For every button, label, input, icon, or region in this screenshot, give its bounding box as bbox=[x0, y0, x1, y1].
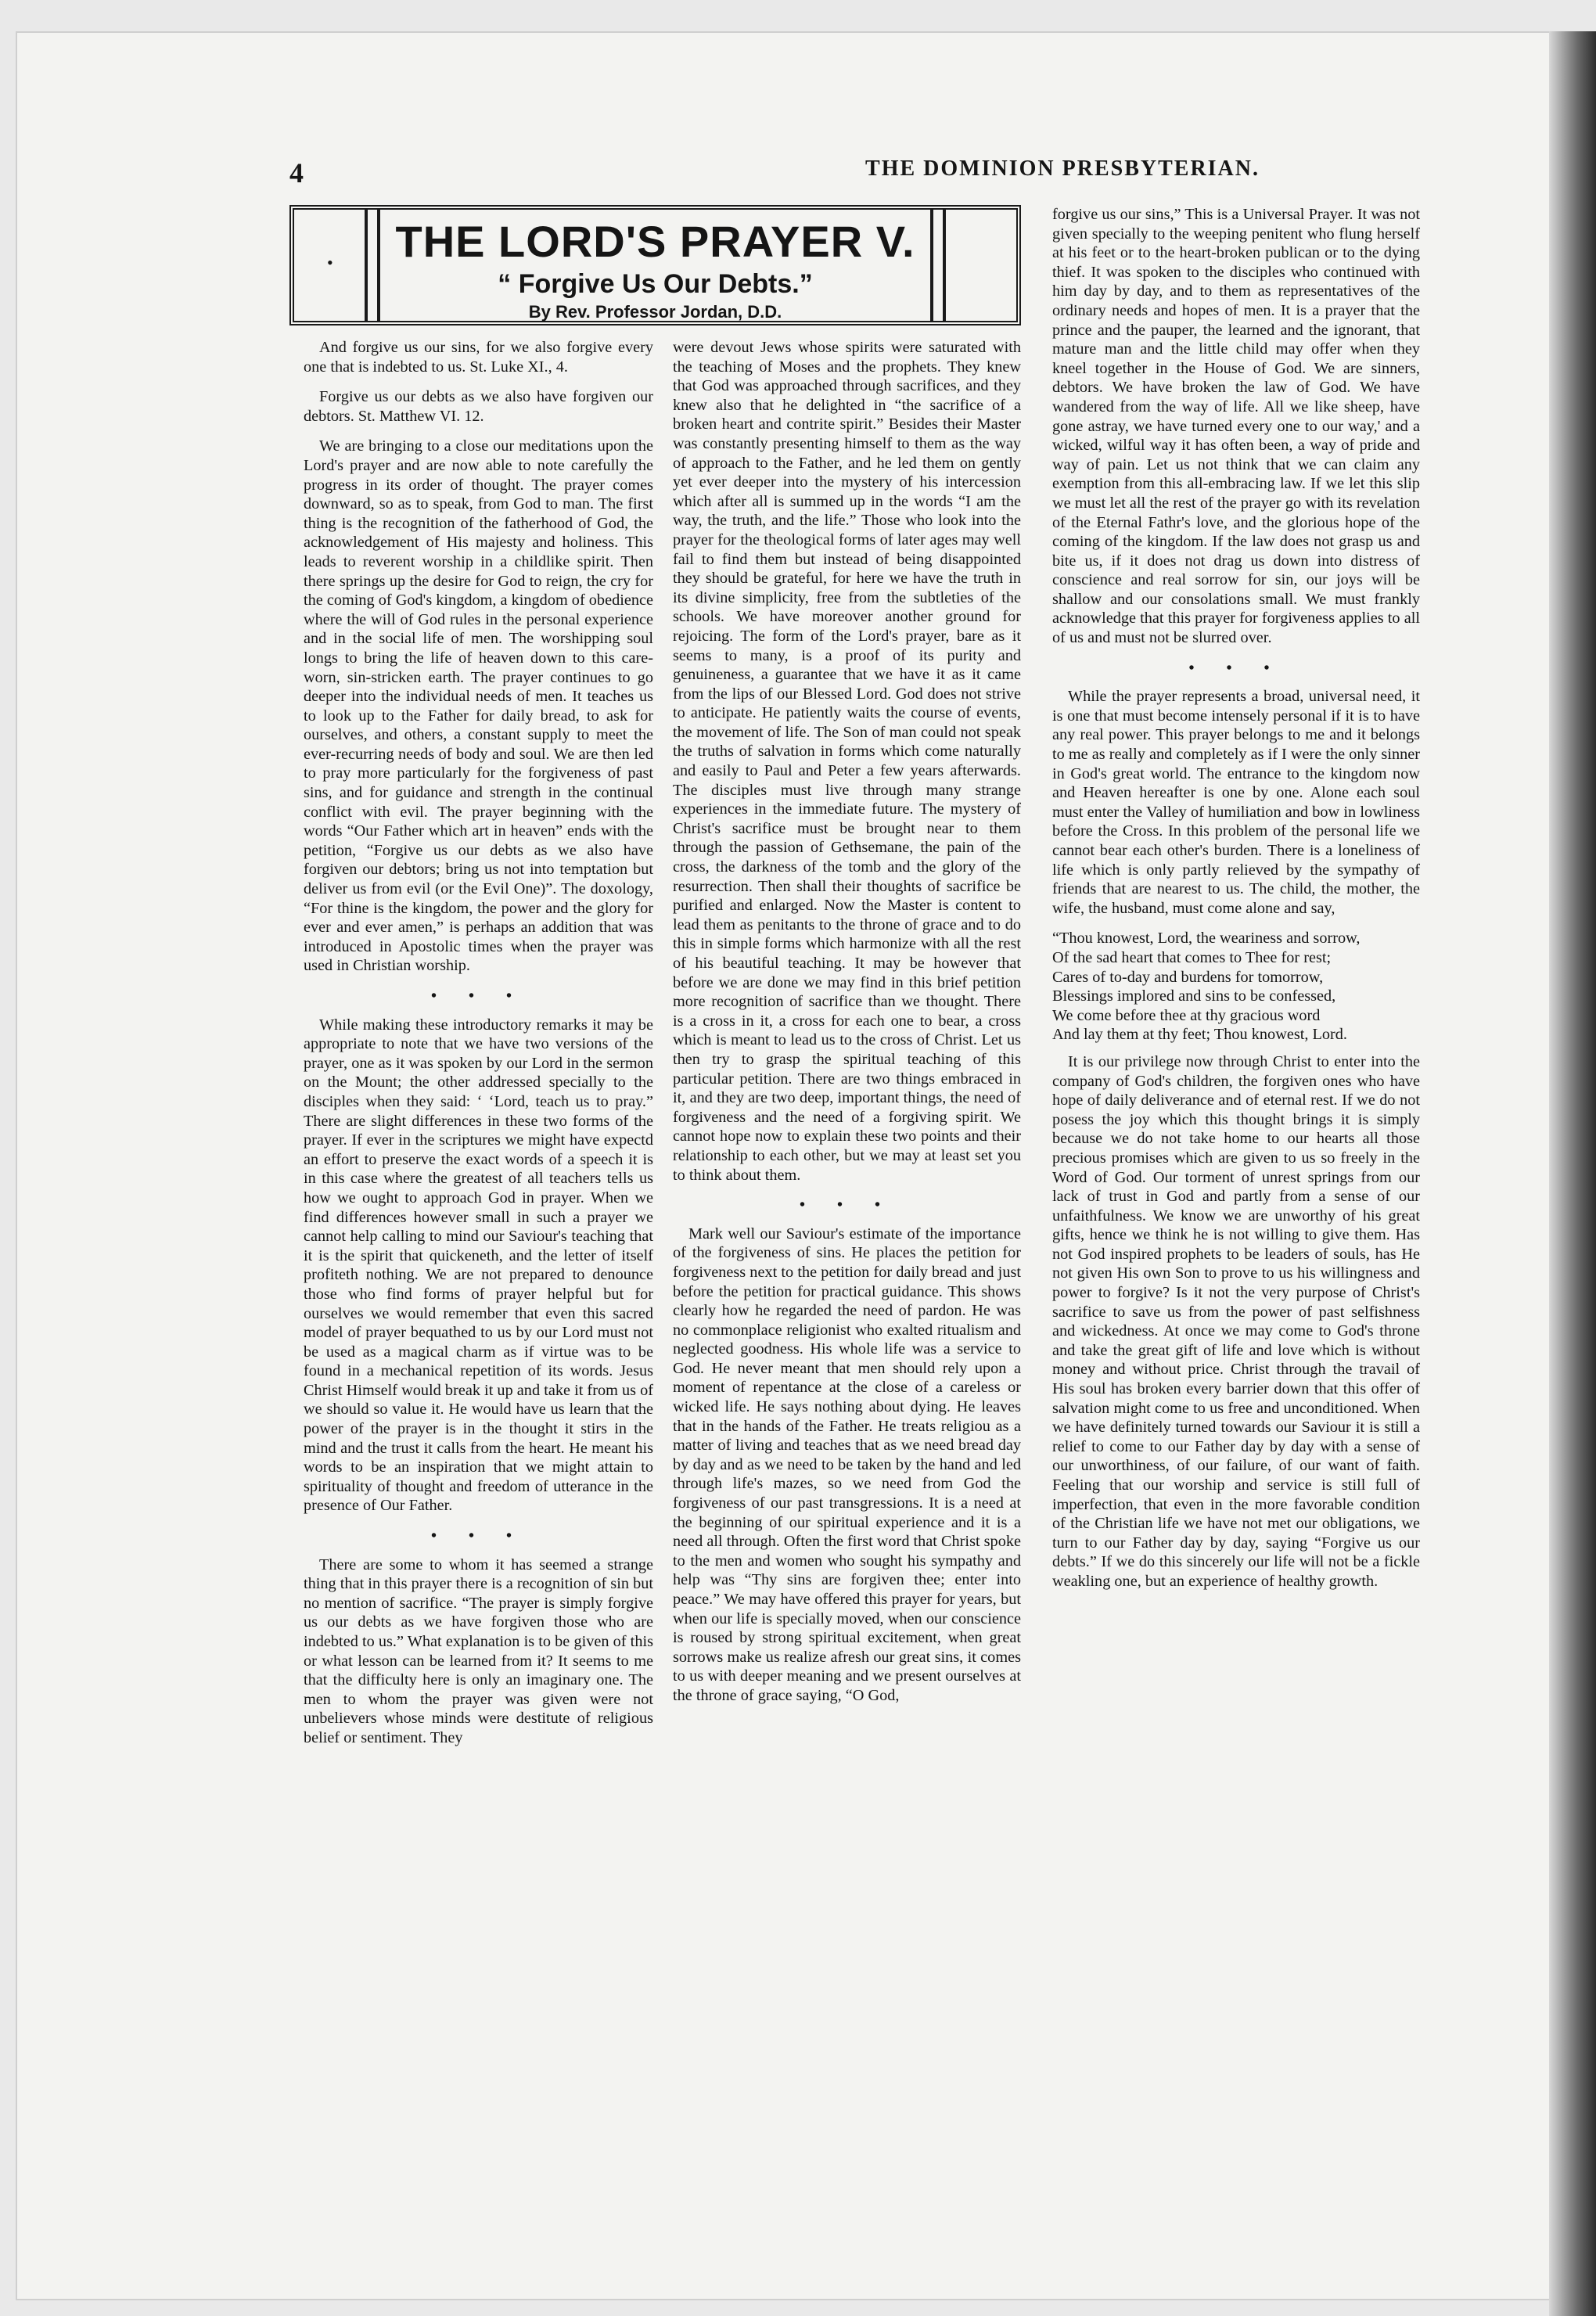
verse-line: We come before thee at thy gracious word bbox=[1052, 1006, 1321, 1024]
paragraph: There are some to whom it has seemed a strange thing that in this prayer there is a recognition of sin but no mention of sacrifice. “The prayer is simply forgive us our debts as we have forgiven those who are indebted to us.” What explanation is to be given of this or what lesson can be learned from it? It seems to me that the difficulty here is only an imaginary one. The men to whom the prayer was given were not unbelievers whose minds were destitute of religious belief or sentiment. They bbox=[304, 1555, 653, 1746]
text-column-3 bbox=[1052, 205, 1420, 1602]
article-subtitle: “ Forgive Us Our Debts.” bbox=[498, 269, 813, 299]
article-byline: By Rev. Professor Jordan, D.D. bbox=[528, 302, 782, 322]
text-column-1 bbox=[304, 338, 653, 1759]
paragraph: While making these introductory remarks it may be appropriate to note that we have two versions of the prayer, one as it was spoken by our Lord in the sermon on the Mount; the other addressed specially to the disciples when they said: ‘ ‘Lord, teach us to pray.” There are slight differences in these two forms of the prayer. If ever in the scriptures we might have expectd an effort to preserve the exact words of a speech it is in this case where the greatest of all teachers tells us how we ought to approach God in prayer. When we find differences however small in such a prayer we cannot help calling to mind our Saviour's teaching that it is the spirit that quickeneth, and the letter of itself profiteth nothing. We are not prepared to denounce those who find forms of prayer helpful but for ourselves we would remember that even this sacred model of prayer bequathed to us by our Lord must not be used as a magical charm as if virtue was to be found in a mechanical repetition of its words. Jesus Christ Himself would break it up and take it from us of we should so value it. He would have us learn that the power of the prayer is in the thought it stirs in the mind and the trust it calls from the heart. He meant his words to be an inspiration that we might attain to spirituality of thought and freedom of utterance in the presence of Our Father. bbox=[304, 1016, 653, 1515]
paragraph: While the prayer represents a broad, universal need, it is one that must become intensely personal if it is to have any real power. This prayer belongs to me and it belongs to me as really and completely as if I were the only sinner in God's great world. The entrance to the kingdom now and Heaven hereafter is one by one. Alone each soul must enter the Valley of humiliation and bow in lowliness before the Cross. In this problem of the personal life we cannot bear each other's burden. There is a loneliness of life which is only partly relieved by the sympathy of friends that are nearest to us. The child, the mother, the wife, the husband, must come alone and say, bbox=[1052, 688, 1420, 917]
page-number: 4 bbox=[289, 157, 304, 189]
paragraph: Mark well our Saviour's estimate of the importance of the forgiveness of sins. He places the petition for forgiveness next to the petition for daily bread and just before the petition for practical guidance. This shows clearly how he regarded the need of pardon. He was no commonplace religionist who exalted ritualism and neglected goodness. His whole life was a service to God. He never meant that men should rely upon a moment of repentance at the close of a careless or wicked life. He says nothing about dying. He leaves that in the hands of the Father. He treats religiou as a matter of living and teaches that as we need bread day by day and as we need to be taken by the hand and led through life's mazes, so we need from God the forgiveness of our past transgressions. It is a need at the beginning of our spiritual experience and it is a need all through. Often the first word that Christ spoke to the men and women who sought his sympathy and help was “Thy sins are forgiven thee; enter into peace.” We may have offered this prayer for years, but when our life is specially moved, when our conscience is roused by strong spiritual excitement, when great sorrows make us realize afresh our great sins, it comes to us with deeper meaning and we present ourselves at the throne of grace saying, “O God, bbox=[673, 1225, 1021, 1704]
article-title-box bbox=[289, 205, 1021, 325]
verse-line: Of the sad heart that comes to Thee for rest; bbox=[1052, 948, 1332, 966]
newspaper-name: THE DOMINION PRESBYTERIAN. bbox=[865, 156, 1260, 181]
title-box-mark: • bbox=[327, 253, 333, 272]
section-separator: • • • bbox=[799, 1196, 894, 1214]
verse-line: “Thou knowest, Lord, the weariness and sorrow, bbox=[1052, 930, 1361, 948]
text-column-2 bbox=[673, 338, 1021, 1717]
paragraph: It is our privilege now through Christ to enter into the company of God's children, the forgiven ones who have hope of daily deliverance and of eternal rest. If we do not posess the joy which this thought brings it is simply because we do not take home to our hearts all those precious promises which are given to us so freely in the Word of God. Our torment of unrest springs from our lack of trust in God and partly from a sense of our unfaithfulness. We know we are unworthy of his great gifts, hence we think he is not willing to give them. Has not God inspired prophets to be leaders of souls, has He not given His own Son to prove to us his willingness and power to forgive? Is it not the very purpose of Christ's sacrifice to save us from the power of past selfishness and wickedness. At once we may come to God's throne and take the great gift of life and love which is without money and without price. Christ through the travail of His soul has broken every barrier down that this offer of salvation might come to us free and unconditioned. When we have definitely turned towards our Saviour it is still a relief to come to our Father day by day with a sense of our unworthiness, of our failure, of our want of faith. Feeling that our worship and service is still full of imperfection, that even in the more favorable condition of the Christian life we have not met our obligations, we turn to our Father day by day, saying “Forgive us our debts.” If we do this sincerely our life will not be a fickle weakling one, but an experience of healthy growth. bbox=[1052, 1052, 1420, 1590]
hymn-verse bbox=[1052, 929, 1420, 1045]
page-header bbox=[289, 156, 1260, 188]
verse-line: Cares of to-day and burdens for tomorrow, bbox=[1052, 968, 1324, 986]
verse-line: And lay them at thy feet; Thou knowest, Lord. bbox=[1052, 1026, 1348, 1044]
paragraph: We are bringing to a close our meditations upon the Lord's prayer and are now able to note carefully the progress in its order of thought. The prayer comes downward, so as to speak, from God to man. The first thing is the recognition of the fatherhood of God, the acknowledgement of His majesty and holiness. This leads to reverent worship in a childlike spirit. Then there springs up the desire for God to reign, the cry for the coming of God's kingdom, a kingdom of obedience where the will of God rules in the personal experience and in the social life of men. The worshipping soul longs to bring the life of heaven down to this care-worn, sin-stricken earth. The prayer continues to go deeper into the individual needs of men. It teaches us to look up to the Father for daily bread, to ask for ourselves, and others, a constant supply to meet the ever-recurring needs of body and soul. We are then led to pray more particularly for the forgiveness of past sins, and for guidance and strength in the continual conflict with evil. The prayer beginning with the words “Our Father which art in heaven” ends with the petition, “Forgive us our debts as we also have forgiven our debtors; bring us not into temptation but deliver us from evil (or the Evil One)”. The doxology, “For thine is the kingdom, the power and the glory for ever and ever amen,” is perhaps an addition that was introduced in Apostolic times when the prayer was used in Christian worship. bbox=[304, 437, 653, 975]
article-title: THE LORD'S PRAYER V. bbox=[395, 217, 915, 266]
section-separator: • • • bbox=[430, 987, 526, 1005]
page-edge-shadow bbox=[1549, 31, 1596, 2316]
paragraph: were devout Jews whose spirits were saturated with the teaching of Moses and the prophets. They knew that God was approached through sacrifices, and they knew also that he delighted in “the sacrifice of a broken heart and contrite spirit.” Besides their Master was constantly presenting himself to them as the way of approach to the Father, and he led them on gently yet ever deeper into the mystery of his intercession which after all is summed up in the words “I am the way, the truth, and the life.” Those who look into the prayer for the theological forms of later ages may well fail to find them but instead of being disappointed they should be grateful, for here we have the truth in its divine simplicity, free from the subtleties of the schools. We have moreover another ground for rejoicing. The form of the Lord's prayer, bare as it seems to many, is a proof of its purity and genuineness, a guarantee that we have it as it came from the lips of our Blessed Lord. God does not strive to anticipate. He patiently waits the course of events, the movement of life. The Son of man could not speak the truths of salvation in forms which come naturally and easily to Paul and Peter a few years afterwards. The disciples must live through many strange experiences in the immediate future. The mystery of Christ's sacrifice must be brought near to them through the passion of Gethsemane, the pain of the cross, the darkness of the tomb and the glory of the resurrection. Then shall their thoughts of sacrifice be purified and enlarged. Now the Master is content to lead them as penitants to the throne of grace and to do this in simple forms which harmonize with all the rest of his beautiful teaching. It may be however that before we are done we may find in this brief petition more recognition of sacrifice than we thought. There is a cross in it, a cross for each one to bear, a cross which is meant to lead us to the cross of Christ. Let us then try to grasp the spiritual teaching of this particular petition. There are two things embraced in it, and they are two deep, important things, the need of forgiveness and the need of a forgiving spirit. We cannot hope now to explain these two points and their relationship to each other, but we may at least set you to think about them. bbox=[673, 339, 1021, 1184]
paragraph: forgive us our sins,” This is a Universal Prayer. It was not given specially to the weeping penitent who flung herself at his feet or to the heart-broken publican or to the dying thief. It was spoken to the disciples who continued with him day by day, and to them as representatives of the ordinary needs and hopes of men. It is a prayer that the prince and the pauper, the learned and the ignorant, that mature man and the little child may offer when they kneel together in the House of God. We are sinners, debtors. We have broken the law of God. We have wandered from the way of life. All we like sheep, have gone astray, we have turned every one to our way,' and a wicked, wilful way it has often been, a way of pride and way of pain. Let us not think that we can claim any exemption from this all-embracing law. If we let this slip we must let all the rest of the prayer go with its revelation of the Eternal Fathr's love, and the glorious hope of the coming of the kingdom. If the law does not grasp us and bite us, if it does not drag us down into distress of conscience and real sorrow for sin, our joys will be shallow and our consolations small. We must frankly acknowledge that this prayer for forgiveness applies to all of us and must not be slurred over. bbox=[1052, 206, 1420, 647]
section-separator: • • • bbox=[430, 1527, 526, 1545]
verse-line: Blessings implored and sins to be confessed, bbox=[1052, 987, 1336, 1005]
scripture-quote: And forgive us our sins, for we also forgive every one that is indebted to us. St. Luke XI., 4. bbox=[304, 339, 653, 376]
section-separator: • • • bbox=[1188, 659, 1284, 677]
scripture-quote: Forgive us our debts as we also have forgiven our debtors. St. Matthew VI. 12. bbox=[304, 388, 653, 425]
